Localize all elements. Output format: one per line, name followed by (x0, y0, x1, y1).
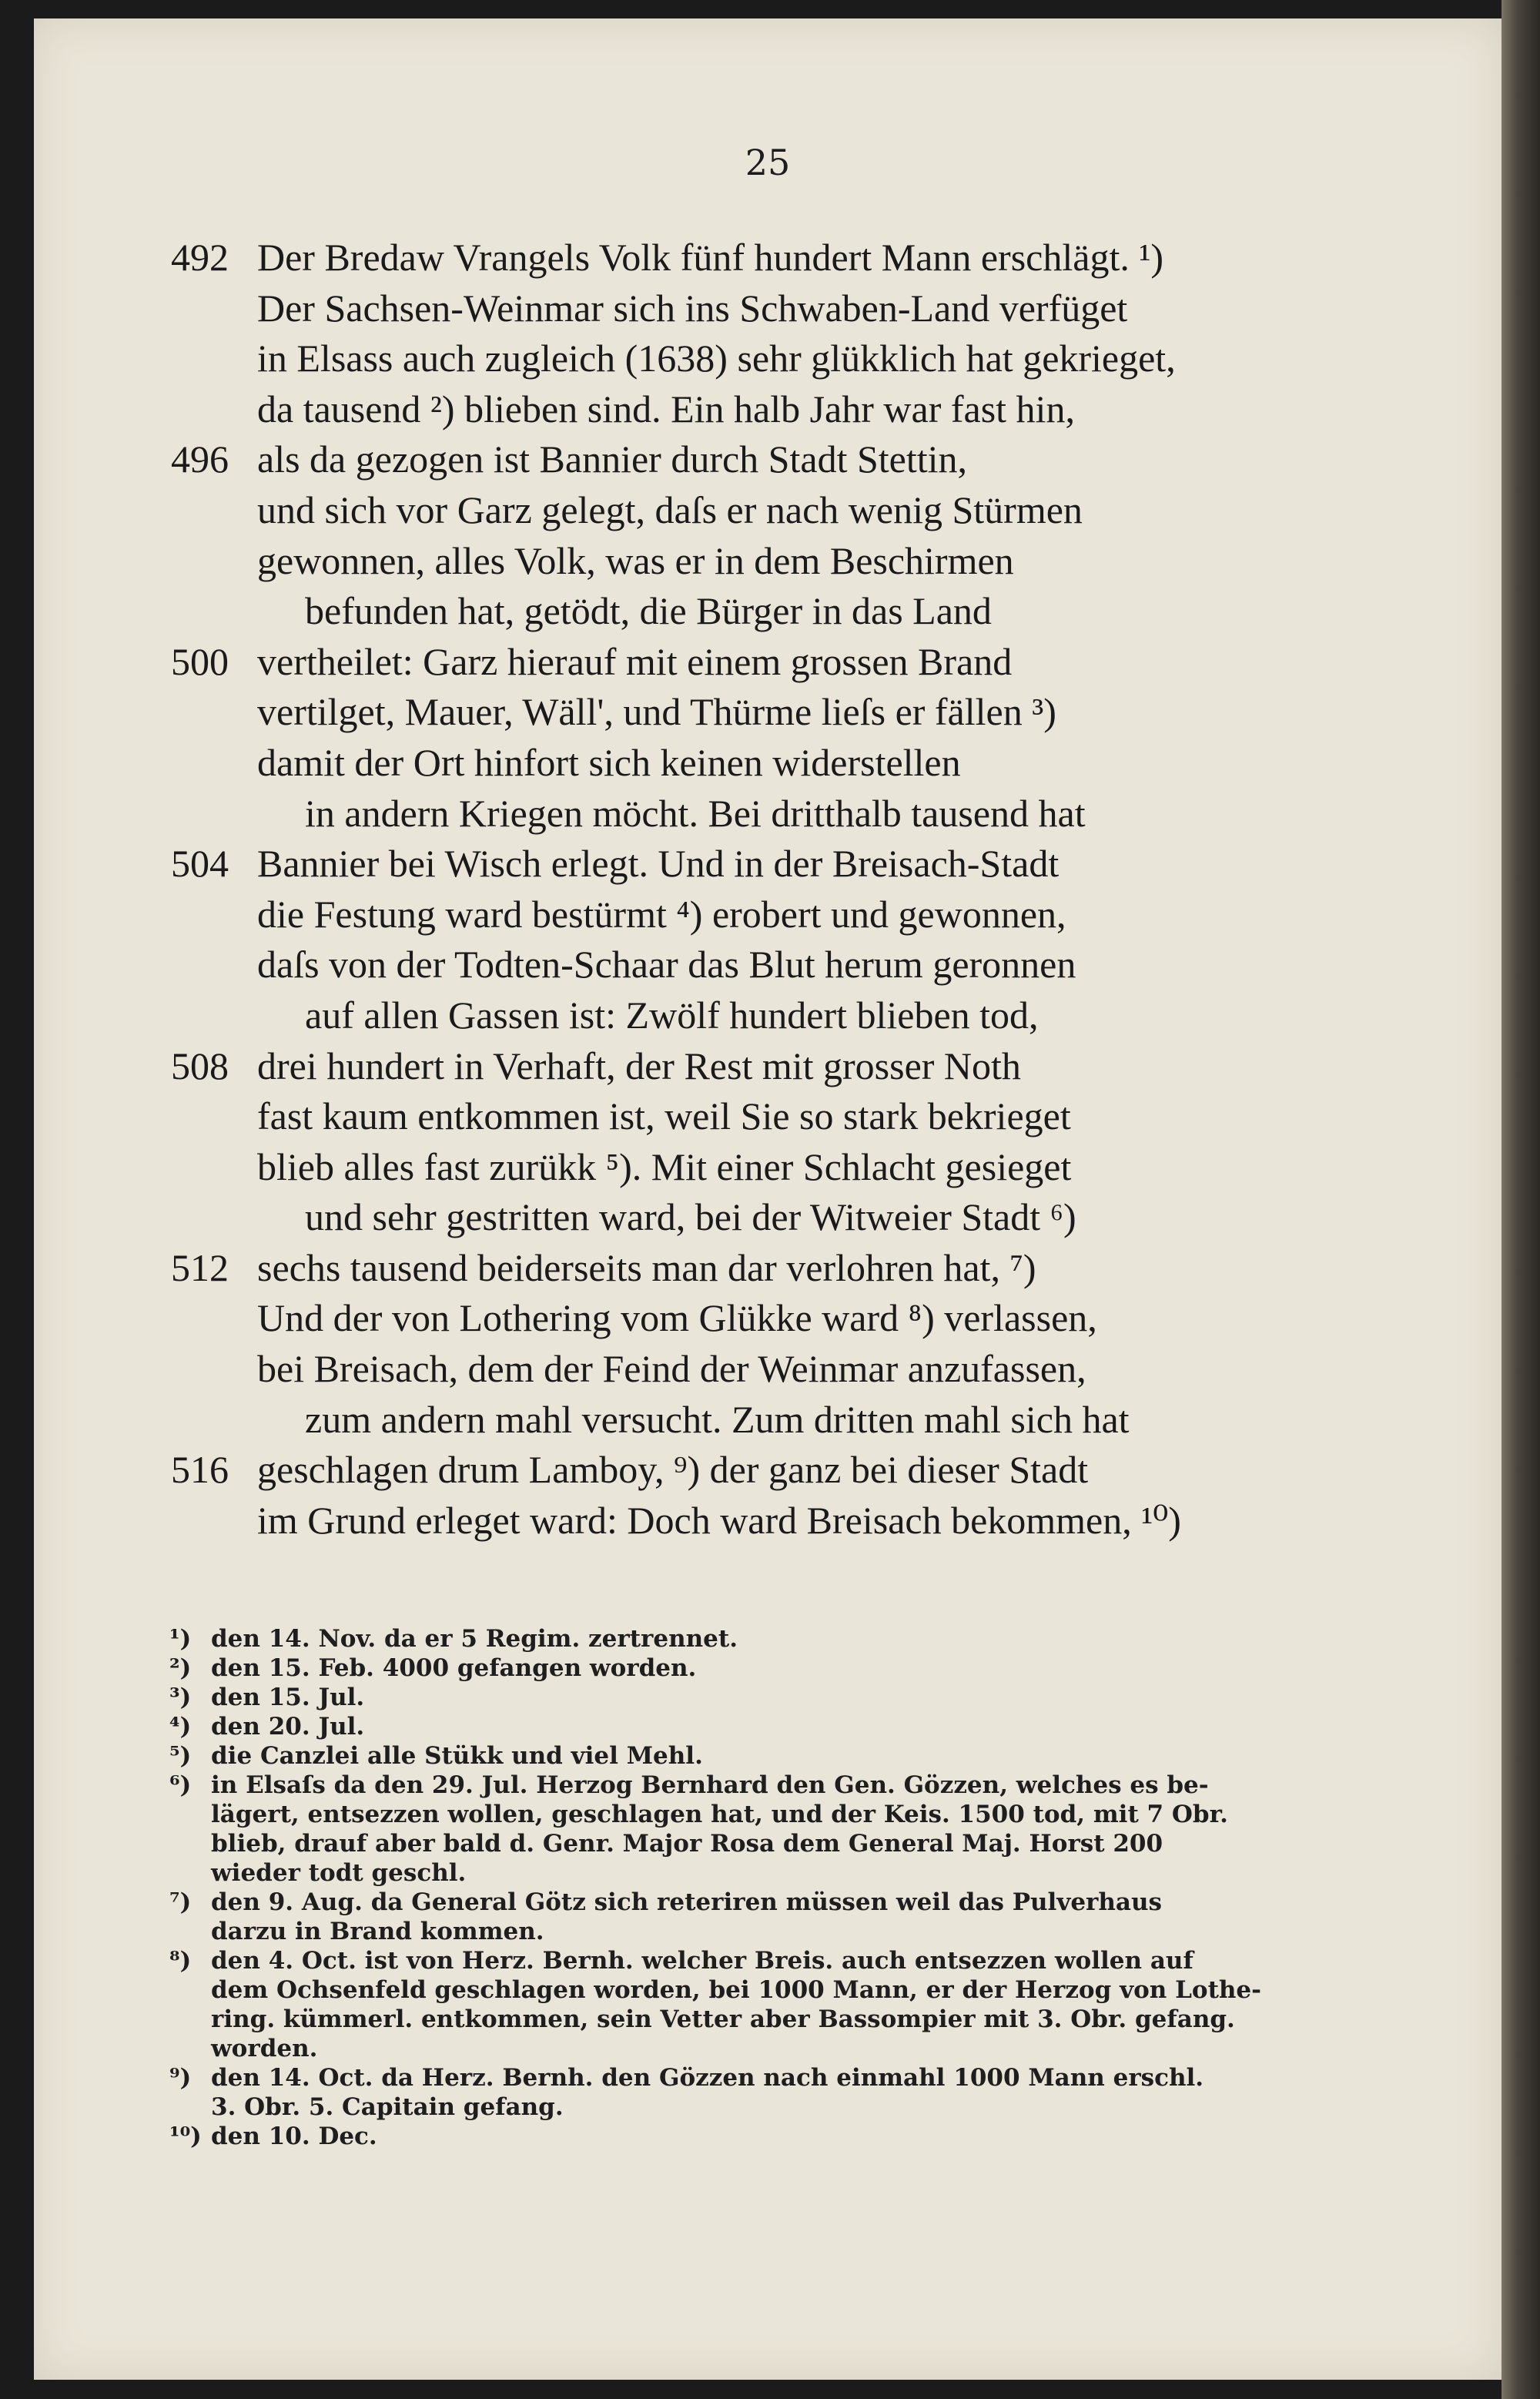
verse-line (34, 1293, 1502, 1344)
verse-line (34, 1395, 1502, 1446)
verse-line-text: blieb alles fast zurükk ⁵). Mit einer Schlacht gesieget (257, 1144, 1072, 1188)
footnote-line: den 10. Dec. (211, 2123, 377, 2150)
verse-line-text: Und der von Lothering vom Glükke ward ⁸) verlassen, (257, 1296, 1097, 1340)
footnote-line: wieder todt geschl. (211, 1859, 467, 1887)
verse-line-text: sechs tausend beiderseits man dar verlohren hat, ⁷) (257, 1245, 1036, 1289)
verse-line (34, 1192, 1502, 1243)
verse-line-text: damit der Ort hinfort sich keinen widerstellen (257, 740, 961, 784)
footnote-line: darzu in Brand kommen. (211, 1918, 544, 1945)
verse-line (34, 536, 1502, 587)
verse-line-text: Der Bredaw Vrangels Volk fünf hundert Mann erschlägt. ¹) (257, 236, 1163, 279)
footnote-marker: ⁹) (169, 2064, 192, 2092)
verse-line-text: vertheilet: Garz hierauf mit einem grossen Brand (257, 639, 1013, 683)
footnote-marker: ⁴) (169, 1713, 192, 1741)
verse-line-text: befunden hat, getödt, die Bürger in das Land (305, 589, 992, 633)
page-number: 25 (745, 142, 791, 183)
verse-line (34, 990, 1502, 1041)
footnote (34, 1624, 1502, 1654)
footnote (34, 2063, 1502, 2122)
footnote (34, 1683, 1502, 1712)
footnote-line: 3. Obr. 5. Capitain gefang. (211, 2093, 564, 2121)
verse-line (34, 839, 1502, 890)
footnote-line: worden. (211, 2035, 318, 2062)
footnote-line: die Canzlei alle Stükk und viel Mehl. (211, 1742, 703, 1770)
verse-line-text: Der Sachsen-Weinmar sich ins Schwaben-Land verfüget (257, 286, 1128, 330)
verse-line-text: Bannier bei Wisch erlegt. Und in der Breisach-Stadt (257, 842, 1060, 886)
verse-line-text: auf allen Gassen ist: Zwölf hundert blieben tod, (305, 993, 1039, 1037)
footnote-marker: ²) (169, 1654, 192, 1682)
verse-line (34, 283, 1502, 334)
line-number: 516 (171, 1448, 229, 1492)
footnote-marker: ⁸) (169, 1947, 192, 1975)
verse-line-text: in andern Kriegen möcht. Bei dritthalb tausend hat (305, 791, 1086, 835)
footnote-line: ring. kümmerl. entkommen, sein Vetter aber Bassompier mit 3. Obr. gefang. (211, 2005, 1235, 2033)
footnote-line: blieb, drauf aber bald d. Genr. Major Rosa dem General Maj. Horst 200 (211, 1830, 1163, 1858)
footnote (34, 2122, 1502, 2151)
line-number: 496 (171, 437, 229, 481)
verse-line (34, 1243, 1502, 1294)
verse-line-text: als da gezogen ist Bannier durch Stadt Stettin, (257, 437, 968, 481)
footnote-line: den 15. Feb. 4000 gefangen worden. (211, 1654, 697, 1682)
verse-line-text: daſs von der Todten-Schaar das Blut herum geronnen (257, 943, 1076, 987)
footnote-line: den 9. Aug. da General Götz sich reteriren müssen weil das Pulverhaus (211, 1888, 1163, 1916)
verse-line-text: zum andern mahl versucht. Zum dritten mahl sich hat (305, 1397, 1130, 1441)
footnote-marker: ⁷) (169, 1888, 192, 1916)
verse-line-text: fast kaum entkommen ist, weil Sie so stark bekrieget (257, 1094, 1071, 1138)
verse-text (34, 233, 1502, 1546)
verse-line-text: da tausend ²) blieben sind. Ein halb Jahr war fast hin, (257, 387, 1075, 431)
footnote-line: den 15. Jul. (211, 1684, 365, 1711)
verse-line (34, 434, 1502, 485)
verse-line-text: vertilget, Mauer, Wäll', und Thürme lieſs er fällen ³) (257, 690, 1056, 734)
footnote (34, 1654, 1502, 1683)
footnotes (34, 1624, 1502, 2151)
verse-line (34, 1091, 1502, 1142)
verse-line-text: die Festung ward bestürmt ⁴) erobert und gewonnen, (257, 892, 1066, 936)
line-number: 508 (171, 1044, 229, 1087)
footnote (34, 1946, 1502, 2063)
verse-line (34, 1496, 1502, 1546)
verse-line-text: und sich vor Garz gelegt, daſs er nach wenig Stürmen (257, 488, 1083, 531)
verse-line-text: im Grund erleget ward: Doch ward Breisach bekommen, ¹⁰) (257, 1498, 1181, 1542)
footnote-line: dem Ochsenfeld geschlagen worden, bei 1000 Mann, er der Herzog von Lothe- (211, 1976, 1262, 2004)
verse-line-text: und sehr gestritten ward, bei der Witweier Stadt ⁶) (305, 1195, 1076, 1239)
verse-line (34, 586, 1502, 637)
line-number: 500 (171, 639, 229, 683)
verse-line (34, 233, 1502, 283)
footnote (34, 1712, 1502, 1741)
verse-line (34, 687, 1502, 738)
verse-line (34, 940, 1502, 990)
verse-line (34, 333, 1502, 384)
footnote-line: den 14. Nov. da er 5 Regim. zertrennet. (211, 1625, 738, 1653)
verse-line-text: geschlagen drum Lamboy, ⁹) der ganz bei dieser Stadt (257, 1448, 1089, 1492)
verse-line (34, 485, 1502, 536)
footnote-line: lägert, entsezzen wollen, geschlagen hat, und der Keis. 1500 tod, mit 7 Obr. (211, 1801, 1228, 1828)
book-page (34, 18, 1503, 2380)
footnote-marker: ¹) (169, 1625, 192, 1653)
footnote (34, 1888, 1502, 1946)
footnote-line: in Elsaſs da den 29. Jul. Herzog Bernhard den Gen. Gözzen, welches es be- (211, 1771, 1209, 1799)
line-number: 512 (171, 1245, 229, 1289)
verse-line (34, 1041, 1502, 1092)
verse-line-text: drei hundert in Verhaft, der Rest mit grosser Noth (257, 1044, 1021, 1087)
verse-line (34, 890, 1502, 940)
footnote-marker: ¹⁰) (169, 2123, 202, 2150)
footnote-line: den 14. Oct. da Herz. Bernh. den Gözzen nach einmahl 1000 Mann erschl. (211, 2064, 1204, 2092)
footnote-marker: ⁵) (169, 1742, 192, 1770)
footnote-line: den 20. Jul. (211, 1713, 365, 1741)
verse-line (34, 384, 1502, 435)
book-edge (1502, 0, 1540, 2399)
verse-line (34, 637, 1502, 688)
footnote (34, 1741, 1502, 1771)
verse-line (34, 1445, 1502, 1496)
footnote-marker: ³) (169, 1684, 192, 1711)
footnote-marker: ⁶) (169, 1771, 192, 1799)
verse-line-text: bei Breisach, dem der Feind der Weinmar anzufassen, (257, 1347, 1086, 1391)
verse-line (34, 789, 1502, 839)
verse-line (34, 1142, 1502, 1193)
footnote-line: den 4. Oct. ist von Herz. Bernh. welcher Breis. auch entsezzen wollen auf (211, 1947, 1194, 1975)
verse-line-text: in Elsass auch zugleich (1638) sehr glükklich hat gekrieget, (257, 337, 1176, 380)
verse-line-text: gewonnen, alles Volk, was er in dem Beschirmen (257, 538, 1014, 582)
line-number: 504 (171, 842, 229, 886)
line-number: 492 (171, 236, 229, 279)
verse-line (34, 738, 1502, 789)
footnote (34, 1771, 1502, 1888)
verse-line (34, 1344, 1502, 1395)
